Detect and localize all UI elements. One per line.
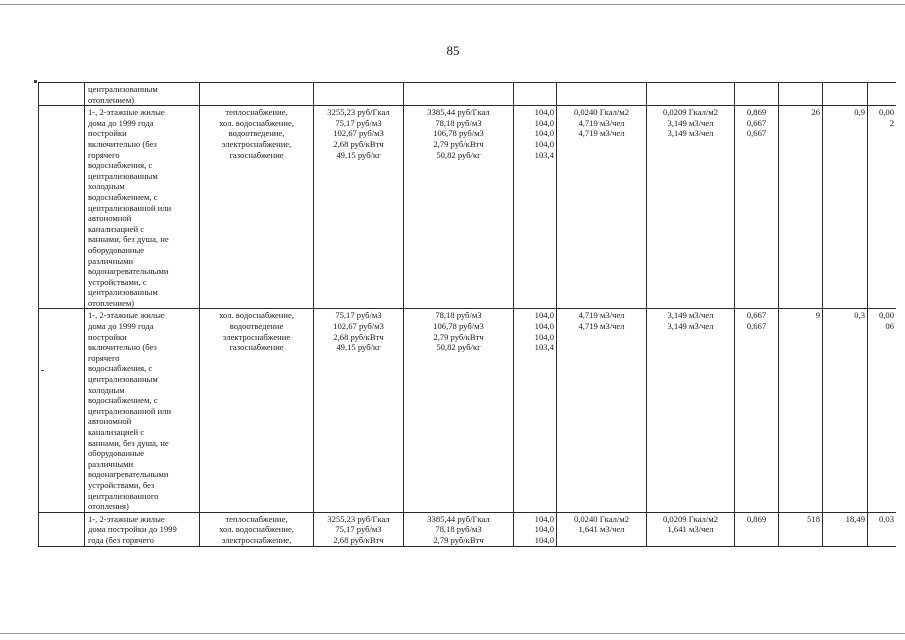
cell-line: 3255,23 руб/Гкал [327,513,390,524]
cell-line: 0,869 [746,513,767,524]
cell-line: 104,0 [534,331,554,342]
cell-line: хол. водоснабжение, [219,524,294,535]
scan-edge-bottom [0,633,905,634]
cell-line: водоснабжением, с [88,191,158,202]
cell-line: отоплением) [88,297,135,308]
cell-line: дома до 1999 года [88,117,154,128]
cell-coefficient [735,106,779,309]
cell-line: включительно (без [88,342,157,353]
cell-line: 78,18 руб/м3 [435,117,482,128]
cell-area [823,83,868,106]
cell-services [200,512,314,546]
cell-line: 3,149 м3/чел [667,117,714,128]
cell-line: 106,78 руб/м3 [433,321,484,332]
cell-line: оборудованные [88,244,145,255]
cell-line: 4,719 м3/чел [578,321,625,332]
cell-line: 50,82 руб/кг [436,149,481,160]
cell-line: централизованным [88,84,158,94]
cell-line: различными [88,255,134,266]
cell-line: 0,0240 Гкал/м2 [573,513,630,524]
cell-line: 0,00 [878,107,894,118]
cell-index [514,83,557,106]
cell-line: электроснабжение, [221,534,292,545]
cell-line: канализацией с [88,427,145,437]
cell-line: 2,79 руб/кВтч [433,331,484,342]
cell-area [823,512,868,546]
cell-line: 78,18 руб/м3 [435,310,482,321]
cell-line: водоснабжением, с [88,395,158,406]
cell-value: 518 [807,513,820,524]
cell-line: 1,641 м3/чел [667,524,714,535]
cell-line: централизованным [88,170,158,181]
cell-line: 0,0240 Гкал/м2 [573,107,630,118]
document-sheet [38,82,896,565]
cell-line: 3,149 м3/чел [667,321,714,332]
cell-line: автономной [88,416,132,427]
cell-line: 49,15 руб/кг [336,149,381,160]
cell-line: отопления) [88,501,129,512]
cell-line: централизованным [88,374,158,385]
cell-line: водоотведение, [228,128,285,139]
cell-description [85,106,200,309]
cell-line: 0,0209 Гкал/м2 [662,107,719,118]
cell-line: ваннами, без душа, не [88,437,169,448]
cell-norm-current [557,512,647,546]
cell-line: канализацией с [88,223,145,234]
cell-value: 0,3 [854,310,865,321]
cell-norm-current [557,106,647,309]
cell-share [868,106,897,309]
cell-count [779,309,823,512]
cell-line: 4,719 м3/чел [578,117,625,128]
margin-mark [34,80,37,83]
cell-description [85,512,200,546]
table-row [39,83,897,106]
cell-line: 2,68 руб/кВтч [333,138,384,149]
cell-norm-current [557,83,647,106]
cell-line: 104,0 [534,534,554,545]
cell-line: 49,15 руб/кг [336,342,381,353]
cell-line: 2,68 руб/кВтч [333,331,384,342]
cell-line: горячего [88,149,120,160]
cell-line: ваннами, без душа, не [88,234,169,245]
cell-line: устройствами, с [88,276,147,287]
cell-index [514,512,557,546]
cell-value: 9 [815,310,820,321]
cell-line: 2,79 руб/кВтч [433,138,484,149]
cell-tariff-current [314,83,404,106]
cell-line: водонагревательными [88,469,169,480]
cell-margin [39,106,85,309]
table-row [39,512,897,546]
cell-margin [39,83,85,106]
cell-line: года (без горячего [88,534,154,545]
cell-line: 104,0 [534,310,554,321]
cell-norm-new [647,309,735,512]
cell-line: 1-, 2-этажные жилые [88,513,165,524]
cell-line: 0,667 [746,128,767,139]
table-row [39,106,897,309]
cell-line: дома постройки до 1999 [88,524,177,535]
cell-line: 104,0 [534,321,554,332]
cell-line: 75,17 руб/м3 [335,117,382,128]
cell-line: 3255,23 руб/Гкал [327,107,390,118]
cell-line: 104,0 [534,513,554,524]
cell-description [85,83,200,106]
cell-tariff-current [314,309,404,512]
cell-norm-current [557,309,647,512]
cell-tariff-new [404,83,514,106]
cell-line: 104,0 [534,524,554,535]
cell-margin [39,512,85,546]
cell-area [823,106,868,309]
cell-services [200,309,314,512]
cell-line: хол. водоснабжение, [219,310,294,321]
cell-line: 0,667 [746,310,767,321]
cell-line: постройки [88,128,127,139]
cell-margin [39,309,85,512]
cell-line: горячего [88,352,120,363]
cell-line: 75,17 руб/м3 [335,310,382,321]
cell-services [200,83,314,106]
cell-line: 3385,44 руб/Гкал [427,513,490,524]
cell-line: газоснабжение [229,342,284,353]
scan-edge-top [0,4,905,5]
cell-line: оборудованные [88,448,145,459]
cell-value: 26 [811,107,820,118]
cell-line: газоснабжение [229,149,284,160]
cell-line: 104,0 [534,128,554,139]
cell-line: отоплением) [88,94,135,105]
cell-line: 50,82 руб/кг [436,342,481,353]
cell-services [200,106,314,309]
cell-line: постройки [88,331,127,342]
cell-coefficient [735,83,779,106]
cell-coefficient [735,512,779,546]
cell-line: электроснабжение, [221,138,292,149]
cell-norm-new [647,83,735,106]
cell-line: автономной [88,213,132,224]
cell-line: 3,149 м3/чел [667,310,714,321]
cell-line: 104,0 [534,107,554,118]
cell-coefficient [735,309,779,512]
cell-norm-new [647,512,735,546]
cell-line: централизованным [88,287,158,298]
cell-line: 104,0 [534,117,554,128]
cell-line: холодным [88,384,125,395]
cell-line: хол. водоснабжение, [219,117,294,128]
cell-line: 06 [885,321,894,332]
cell-line: дома до 1999 года [88,321,154,332]
cell-line: 2,68 руб/кВтч [333,534,384,545]
cell-index [514,309,557,512]
cell-line: 106,78 руб/м3 [433,128,484,139]
cell-line: 2,79 руб/кВтч [433,534,484,545]
cell-line: холодным [88,181,125,192]
cell-tariff-new [404,512,514,546]
cell-line: водоотведение [229,321,284,332]
cell-line: 78,18 руб/м3 [435,524,482,535]
cell-line: различными [88,458,134,469]
cell-line: 102,67 руб/м3 [333,321,384,332]
cell-tariff-new [404,309,514,512]
cell-share [868,83,897,106]
cell-line: 104,0 [534,138,554,149]
cell-share [868,512,897,546]
cell-share [868,309,897,512]
cell-line: 0,0209 Гкал/м2 [662,513,719,524]
cell-line: 3,149 м3/чел [667,128,714,139]
cell-line: электроснабжение [222,331,291,342]
cell-line: 0,667 [746,117,767,128]
cell-index [514,106,557,309]
cell-count [779,106,823,309]
cell-line: 0,03 [878,513,894,524]
cell-line: теплоснабжение, [225,513,288,524]
table-row [39,309,897,512]
cell-line: 1-, 2-этажные жилые [88,107,165,118]
cell-count [779,512,823,546]
cell-line: 75,17 руб/м3 [335,524,382,535]
margin-bullet [41,370,44,371]
cell-line: 2 [889,117,894,128]
cell-line: централизованного [88,490,159,501]
cell-value: 0,9 [854,107,865,118]
cell-line: централизованной или [88,405,172,416]
cell-line: 4,719 м3/чел [578,310,625,321]
cell-tariff-current [314,512,404,546]
cell-count [779,83,823,106]
page-number: 85 [446,43,460,58]
cell-line: 0,00 [878,310,894,321]
table-body [39,83,897,547]
cell-line: включительно (без [88,138,157,149]
cell-line: 4,719 м3/чел [578,128,625,139]
cell-line: водоснабжения, с [88,160,153,171]
cell-line: 103,4 [534,149,554,160]
cell-tariff-new [404,106,514,309]
cell-line: теплоснабжение, [225,107,288,118]
cell-norm-new [647,106,735,309]
cell-tariff-current [314,106,404,309]
cell-line: водонагревательными [88,266,169,277]
cell-line: 1,641 м3/чел [578,524,625,535]
cell-line: 103,4 [534,342,554,353]
cell-value: 18,49 [845,513,865,524]
cell-line: централизованной или [88,202,172,213]
cell-line: 0,667 [746,321,767,332]
cell-area [823,309,868,512]
cell-line: 1-, 2-этажные жилые [88,310,165,321]
cell-line: устройствами, без [88,479,155,490]
cell-line: 0,869 [746,107,767,118]
cell-line: 3385,44 руб/Гкал [427,107,490,118]
cell-line: 102,67 руб/м3 [333,128,384,139]
tariff-table [38,82,896,547]
cell-line: водоснабжения, с [88,363,153,374]
cell-description [85,309,200,512]
